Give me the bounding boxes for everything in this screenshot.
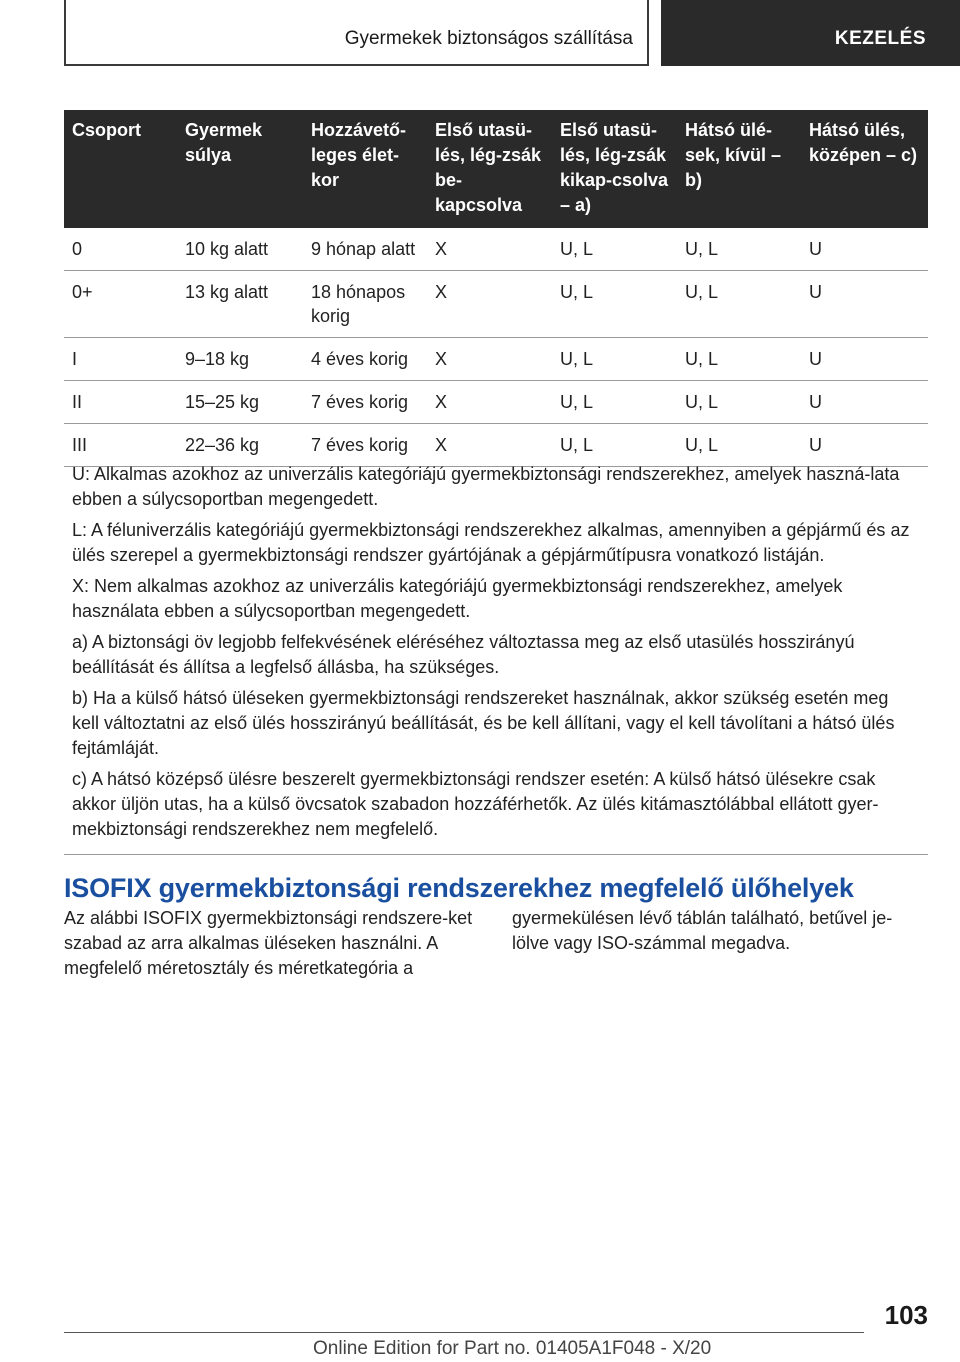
table-cell: 0: [64, 228, 177, 271]
header-chapter-label: KEZELÉS: [834, 28, 926, 49]
table-header-cell: Hátsó ülés, középen – c): [801, 110, 928, 228]
table-header-cell: Hátsó ülé-sek, kívül – b): [677, 110, 801, 228]
table-cell: II: [64, 381, 177, 424]
table-cell: 9 hónap alatt: [303, 228, 427, 271]
table-cell: 15–25 kg: [177, 381, 303, 424]
table-cell: U: [801, 338, 928, 381]
table-header-row: [64, 110, 928, 228]
note-u: U: Alkalmas azokhoz az univerzális kategóriájú gyermekbiztonsági rendszerekhez, amelyek haszná-lata ebben a súlycsoportban megengedett.: [72, 464, 900, 509]
table-cell: U: [801, 424, 928, 467]
table-header-cell: Hozzávető-leges élet-kor: [303, 110, 427, 228]
table-header-cell: Gyermek súlya: [177, 110, 303, 228]
table-cell: X: [427, 424, 552, 467]
table-row: [64, 338, 928, 381]
table-cell: 7 éves korig: [303, 424, 427, 467]
isofix-text-column-2: gyermekülésen lévő táblán található, betűvel je-lölve vagy ISO-számmal megadva.: [512, 908, 893, 953]
table-cell: X: [427, 271, 552, 338]
note-a: a) A biztonsági öv legjobb felfekvésének eléréséhez változtassa meg az első utasülés hosszirányú beállítását és állítsa a legfelső állásba, ha szükséges.: [72, 632, 855, 677]
table-row: [64, 228, 928, 271]
table-cell: U, L: [677, 228, 801, 271]
table-header-cell: Első utasü-lés, lég-zsák be-kapcsolva: [427, 110, 552, 228]
table-cell: 22–36 kg: [177, 424, 303, 467]
table-cell: U, L: [552, 338, 677, 381]
table-cell: 9–18 kg: [177, 338, 303, 381]
header-chapter-box: [661, 0, 960, 66]
footer-divider: [64, 1332, 864, 1333]
table-cell: U, L: [677, 271, 801, 338]
table-header-cell: Első utasü-lés, lég-zsák kikap-csolva – a): [552, 110, 677, 228]
table-cell: 0+: [64, 271, 177, 338]
isofix-section-title: ISOFIX gyermekbiztonsági rendszerekhez megfelelő ülőhelyek: [64, 873, 854, 903]
table-cell: X: [427, 228, 552, 271]
note-b: b) Ha a külső hátsó üléseken gyermekbiztonsági rendszereket használnak, akkor szükség esetén meg kell változtatni az első ülés hosszirányú beállítását, és be kell állítani, vagy el kell távolítani a hátsó ülés fejtámláját.: [72, 688, 895, 758]
note-l: L: A féluniverzális kategóriájú gyermekbiztonsági rendszerekhez alkalmas, amennyiben a gépjármű és az ülés szerepel a gyermekbiztonsági rendszer gyártójának a gépjárműtípusra vonatkozó listáján.: [72, 520, 910, 565]
page-number: 103: [884, 1300, 928, 1330]
table-cell: U, L: [677, 338, 801, 381]
table-cell: U, L: [552, 228, 677, 271]
note-c: c) A hátsó középső ülésre beszerelt gyermekbiztonsági rendszer esetén: A külső hátsó ülésekre csak akkor üljön utas, ha a külső övcsatok szabadon hozzáférhetők. Az ülés kitámasztólábbal ellátott gyer-mekbiztonsági rendszerekhez nem megfelelő.: [72, 769, 879, 839]
table-cell: U, L: [677, 424, 801, 467]
table-cell: U, L: [552, 424, 677, 467]
table-cell: 4 éves korig: [303, 338, 427, 381]
header-section-box: [64, 0, 649, 66]
table-header-cell: Csoport: [64, 110, 177, 228]
table-cell: III: [64, 424, 177, 467]
table-cell: U: [801, 381, 928, 424]
table-cell: U, L: [677, 381, 801, 424]
table-cell: U: [801, 271, 928, 338]
isofix-text-column-1: Az alábbi ISOFIX gyermekbiztonsági rendszere-ket szabad az arra alkalmas üléseken használni. A megfelelő méretosztály és méretkategória a: [64, 908, 473, 978]
table-cell: 13 kg alatt: [177, 271, 303, 338]
table-cell: U, L: [552, 271, 677, 338]
footer-edition: Online Edition for Part no. 01405A1F048 - X/20: [313, 1338, 712, 1359]
note-x: X: Nem alkalmas azokhoz az univerzális kategóriájú gyermekbiztonsági rendszerekhez, amelyek használata ebben a súlycsoportban megengedett.: [72, 576, 843, 621]
table-row: [64, 271, 928, 338]
table-cell: 18 hónapos korig: [303, 271, 427, 338]
page-header: [64, 0, 960, 66]
table-cell: 7 éves korig: [303, 381, 427, 424]
table-cell: X: [427, 338, 552, 381]
table-cell: 10 kg alatt: [177, 228, 303, 271]
child-seat-table: [64, 110, 928, 467]
table-cell: U, L: [552, 381, 677, 424]
header-section-title: Gyermekek biztonságos szállítása: [344, 28, 633, 49]
table-row: [64, 381, 928, 424]
table-cell: I: [64, 338, 177, 381]
table-notes: [64, 448, 928, 855]
table-cell: U: [801, 228, 928, 271]
table-cell: X: [427, 381, 552, 424]
